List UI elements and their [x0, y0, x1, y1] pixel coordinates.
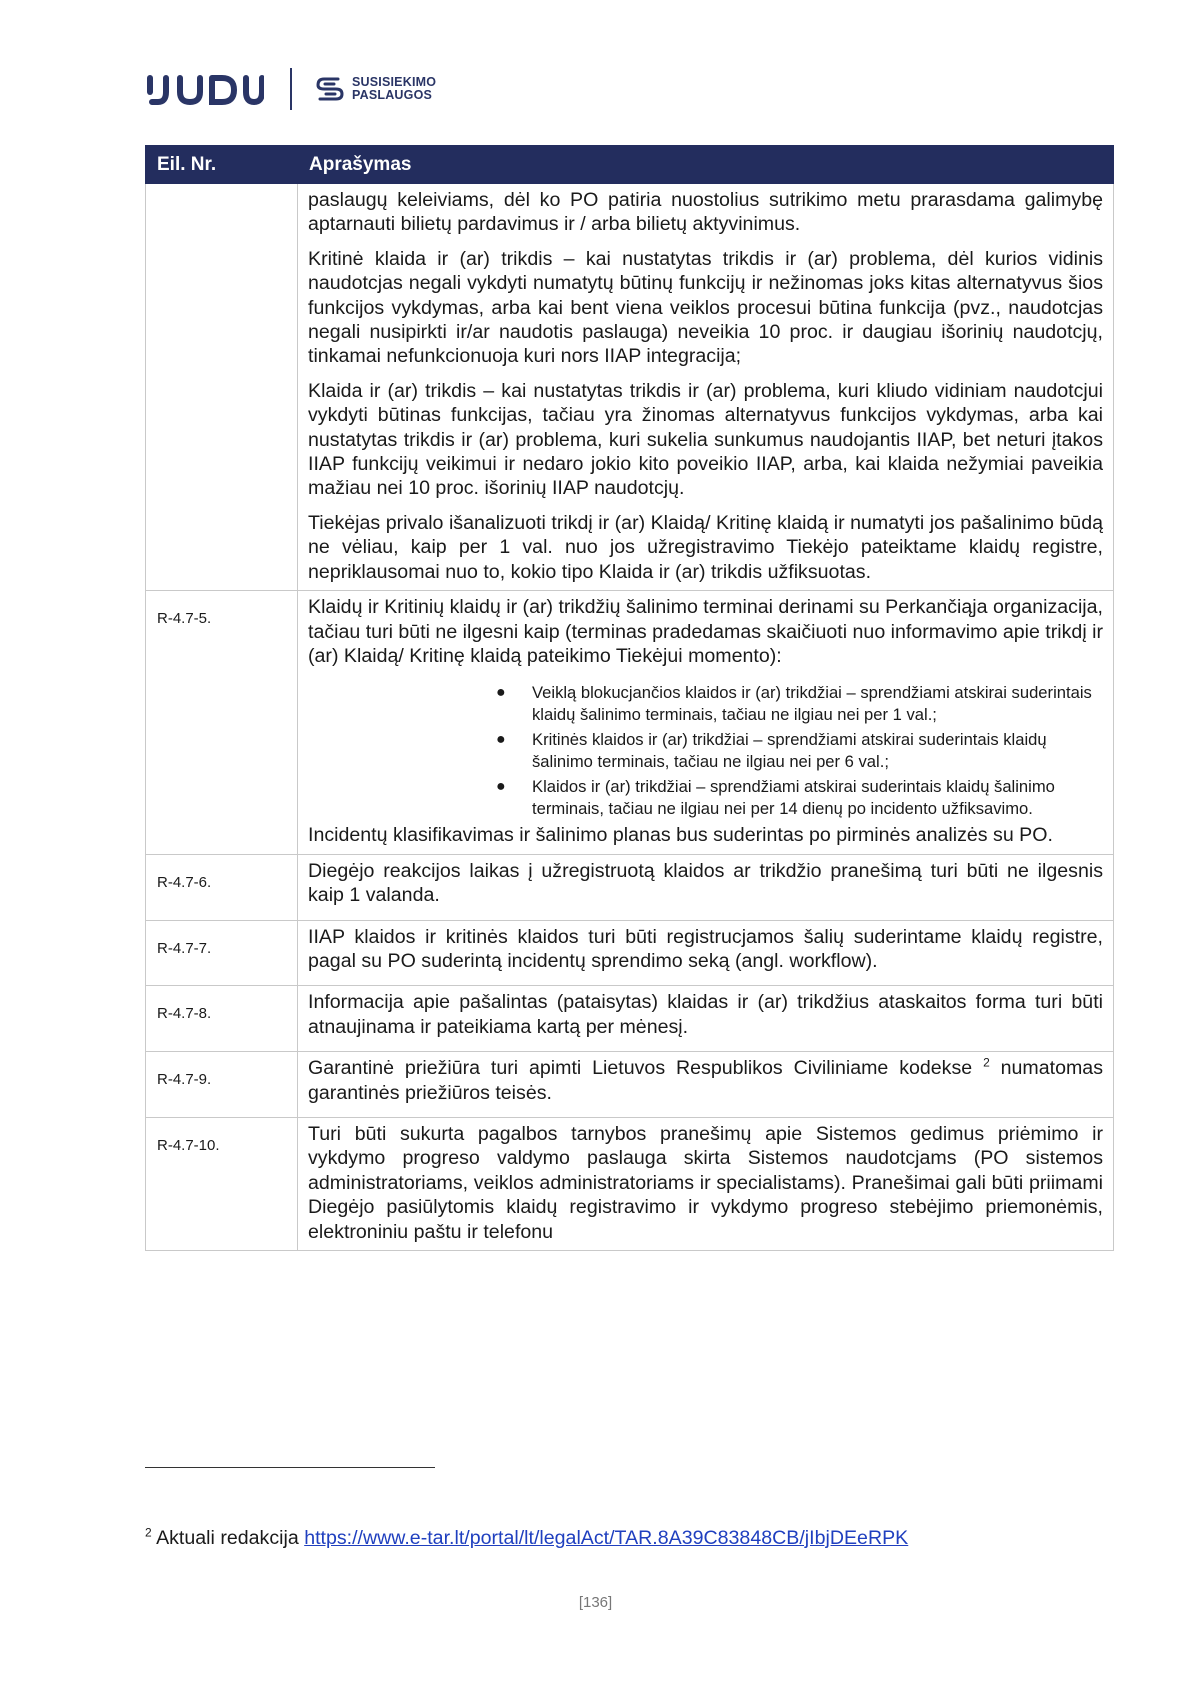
table-row	[146, 986, 1114, 1052]
table-row	[146, 920, 1114, 986]
row-description	[298, 184, 1114, 591]
list-item: ● Kritinės klaidos ir (ar) trikdžiai – sprendžiami atskirai suderintais klaidų šalinimo terminais, tačiau ne ilgiau nei per 6 val.;	[496, 730, 1047, 771]
paragraph: Klaida ir (ar) trikdis – kai nustatytas trikdis ir (ar) problema, kuri kliudo vidiniam naudotcjui vykdyti būtinas funkcijas, tačiau yra žinomas alternatyvus funkcijos vykdymas, arba kai nustatytas trikdis ir (ar) problema, kuri sukelia sunkumus naudojantis IIAP, bet neturi įtakos IIAP funkcijų veikimui ir nedaro jokio kito poveikio IIAP, arba, kai klaida nežymiai paveikia mažiau nei 10 proc. išorinių IIAP naudotcjų.	[308, 379, 1103, 500]
list-item: ● Klaidos ir (ar) trikdžiai – sprendžiami atskirai suderintais klaidų šalinimo terminais, tačiau ne ilgiau nei per 14 dienų po incidento užfiksavimo.	[496, 777, 1055, 818]
table-row	[146, 1117, 1114, 1250]
brand-line-2: PASLAUGOS	[352, 88, 433, 102]
footnote-link[interactable]: https://www.e-tar.lt/portal/lt/legalAct/TAR.8A39C83848CB/jIbjDEeRPK	[304, 1527, 909, 1549]
row-number: R-4.7-5.	[146, 591, 298, 855]
paragraph: Incidentų klasifikavimas ir šalinimo planas bus suderintas po pirminės analizės su PO.	[308, 824, 1053, 847]
row-number: R-4.7-7.	[146, 920, 298, 986]
row-description	[298, 1052, 1114, 1118]
column-header-description: Aprašymas	[298, 146, 1114, 184]
table-row	[146, 1052, 1114, 1118]
footnote-text: Aktuali redakcija	[156, 1527, 299, 1549]
judu-logo	[146, 72, 264, 106]
bullet-icon: ●	[496, 731, 506, 749]
paragraph: Diegėjo reakcijos laikas į užregistruotą klaidos ar trikdžio pranešimą turi būti ne ilgesnis kaip 1 valanda.	[308, 859, 1103, 907]
paragraph: paslaugų keleiviams, dėl ko PO patiria nuostolius sutrikimo metu prarasdama galimybę aptarnauti bilietų pardavimus ir / arba bilietų aktyvinimus.	[308, 189, 1103, 236]
row-number	[146, 184, 298, 591]
row-number: R-4.7-8.	[146, 986, 298, 1052]
column-header-nr: Eil. Nr.	[146, 146, 298, 184]
paragraph: Garantinė priežiūra turi apimti Lietuvos Respublikos Civiliniame kodekse $^2$ numatomas garantinės priežiūros teisės.	[308, 1055, 1103, 1104]
footnote-mark: 2	[145, 1525, 152, 1540]
paragraph: IIAP klaidos ir kritinės klaidos turi būti registrucjamos šalių suderintame klaidų registre, pagal su PO suderintą incidentų sprendimo seką (angl. workflow).	[308, 925, 1103, 972]
footnote-separator	[145, 1467, 435, 1468]
row-number: R-4.7-9.	[146, 1052, 298, 1118]
list-item: ● Veiklą blokucjančios klaidos ir (ar) trikdžiai – sprendžiami atskirai suderintais klaidų šalinimo terminais, tačiau ne ilgiau nei per 1 val.;	[496, 683, 1092, 724]
susisiekimo-paslaugos-icon	[314, 73, 346, 105]
paragraph: Kritinė klaida ir (ar) trikdis – kai nustatytas trikdis ir (ar) problema, dėl kurios vidinis naudotcjas negali vykdyti numatytų būtinų funkcijų ir nežinomas joks kitas alternatyvus šios funkcijos vykdymas, arba kai bent viena veiklos procesui būtina funkcija (pvz., naudotcjas negali nusipirkti ir/ar naudotis paslauga) neveikia 10 proc. ir daugiau išorinių naudotcjų, tinkamai nefunkcionuoja kuri nors IIAP integracija;	[308, 247, 1103, 368]
paragraph: Klaidų ir Kritinių klaidų ir (ar) trikdžių šalinimo terminai derinami su Perkančiąja organizacija, tačiau turi būti ne ilgesni kaip (terminas pradedamas skaičiuoti nuo informavimo apie trikdį ir (ar) Klaidą/ Kritinę klaidą pateikimo Tiekėjui momento):	[308, 596, 1104, 667]
row-description	[298, 1117, 1114, 1250]
paragraph: Tiekėjas privalo išanalizuoti trikdį ir (ar) Klaidą/ Kritinę klaidą ir numatyti jos pašalinimo būdą ne vėliau, kaip per 1 val. nuo jos užregistravimo Tiekėjo pateiktame klaidų registre, nepriklausomai nuo to, kokio tipo Klaida ir (ar) trikdis užfiksuotas.	[308, 511, 1103, 583]
requirements-table	[145, 145, 1114, 1251]
row-number: R-4.7-6.	[146, 854, 298, 920]
bullet-list	[308, 682, 1103, 819]
logo-divider	[290, 68, 292, 110]
brand-line-1: SUSISIEKIMO	[352, 75, 437, 89]
table-header-row	[146, 146, 1114, 184]
page-number: [136]	[578, 1594, 613, 1611]
bullet-icon: ●	[496, 778, 506, 796]
row-description	[298, 920, 1114, 986]
footnote-reference[interactable]: 2	[983, 1055, 990, 1070]
row-number: R-4.7-10.	[146, 1117, 298, 1250]
table-row	[146, 854, 1114, 920]
row-description	[298, 591, 1114, 855]
bullet-icon: ●	[496, 684, 506, 702]
footnote	[145, 1527, 908, 1550]
brand-block	[314, 73, 436, 105]
row-description	[298, 986, 1114, 1052]
table-row	[146, 591, 1114, 855]
page-header	[146, 66, 436, 112]
table-row	[146, 184, 1114, 591]
paragraph: Informacija apie pašalintas (pataisytas) klaidas ir (ar) trikdžius ataskaitos forma turi būti atnaujinama ir pateikiama kartą per mėnesį.	[308, 991, 1103, 1038]
row-description	[298, 854, 1114, 920]
paragraph: Turi būti sukurta pagalbos tarnybos pranešimų apie Sistemos gedimus priėmimo ir vykdymo progreso valdymo paslauga skirta Sistemos naudotcjams (PO sistemos administratoriams, veiklos administratoriams ir specialistams). Pranešimai gali būti priimami Diegėjo pasiūlytomis klaidų registravimo ir vykdymo progreso stebėjimo priemonėmis, elektroniniu paštu ir telefonu	[308, 1122, 1103, 1243]
